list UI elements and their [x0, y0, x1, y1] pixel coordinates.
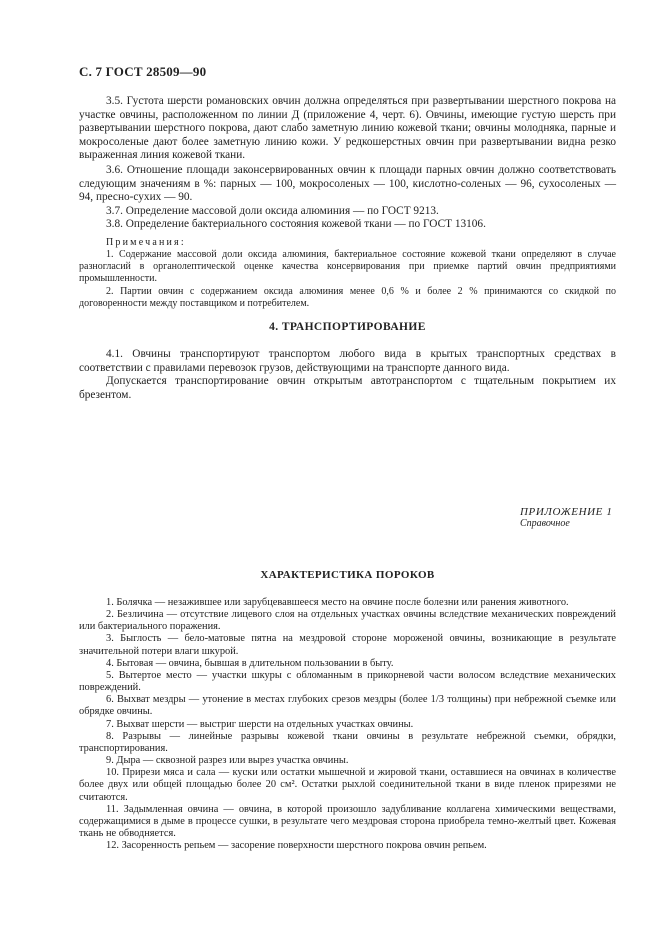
note-1: 1. Содержание массовой доли оксида алюминия, бактериальное состояние кожевой ткани определяют в случае разногласий в органолептической оценке качества консервирования при приемке партий овчин предприятиями промышленности.	[79, 249, 616, 285]
defect-item: 1. Болячка — незажившее или зарубцевавшееся место на овчине после болезни или ранения животного.	[106, 597, 569, 608]
defect-item: 6. Выхват мездры — утонение в местах глубоких срезов мездры (более 1/3 толщины) при небрежной съемке или обрядке овчины.	[79, 694, 616, 718]
defect-item: 8. Разрывы — линейные разрывы кожевой ткани овчины в результате небрежной съемки, обрядки, транспортирования.	[79, 730, 616, 754]
defect-item: 10. Прирези мяса и сала — куски или остатки мышечной и жировой ткани, оставшиеся на овчинах в количестве более двух или общей площадью более 20 см². Остатки рыхлой соединительной ткани в виде пленок прирезями не считаются.	[79, 767, 616, 803]
paragraph-3-8: 3.8. Определение бактериального состояния кожевой ткани — по ГОСТ 13106.	[106, 218, 486, 231]
defect-item: 11. Задымленная овчина — овчина, в которой произошло задубливание коллагена химическими веществами, содержащимися в дыме в процессе сушки, в результате чего мездровая сторона приобрела темно-желтый цвет. Кожевая ткань не обводняется.	[79, 803, 616, 839]
defect-item: 4. Бытовая — овчина, бывшая в длительном пользовании в быту.	[106, 657, 394, 669]
section-4-heading: 4. ТРАНСПОРТИРОВАНИЕ	[269, 321, 426, 333]
defect-item: 3. Быглость — бело-матовые пятна на мездровой стороне мороженой овчины, возникающие в результате значительной потери влаги шкурой.	[79, 633, 616, 657]
page-header: С. 7 ГОСТ 28509—90	[79, 64, 207, 79]
defect-item: 12. Засоренность репьем — засорение поверхности шерстного покрова овчин репьем.	[106, 840, 487, 852]
defect-item: 7. Выхват шерсти — выстриг шерсти на отдельных участках овчины.	[106, 718, 414, 730]
paragraph-3-7: 3.7. Определение массовой доли оксида алюминия — по ГОСТ 9213.	[106, 204, 439, 217]
paragraph-3-6: 3.6. Отношение площади законсервированных овчин к площади парных овчин должно соответствовать следующим значениям в %: парных — 100, мокросоленых — 100, кислотно-соленых — 96, сухосоленых — 94, пресно-сухих — 90.	[79, 163, 616, 204]
paragraph-4-1: 4.1. Овчины транспортируют транспортом любого вида в крытых транспортных средствах в соответствии с правилами перевозок грузов, действующими на транспорте данного вида.	[79, 348, 616, 374]
paragraph-4-note: Допускается транспортирование овчин открытым автотранспортом с тщательным покрытием их брезентом.	[79, 375, 616, 401]
section-3-body	[79, 95, 616, 232]
defect-item: 2. Безличина — отсутствие лицевого слоя на отдельных участках овчины вследствие механических повреждений или бактериального поражения.	[79, 609, 616, 633]
defect-item: 5. Вытертое место — участки шкуры с обломанным в прикорневой части волосом вследствие механических повреждений.	[79, 669, 616, 694]
note-2: 2. Партии овчин с содержанием оксида алюминия менее 0,6 % и более 2 % принимаются со скидкой по договоренности между поставщиком и потребителем.	[79, 285, 616, 309]
defect-item: 9. Дыра — сквозной разрез или вырез участка овчины.	[106, 755, 349, 767]
notes-title: Примечания:	[106, 237, 186, 248]
defects-list	[79, 597, 616, 852]
appendix-subtitle: Справочное	[520, 518, 570, 529]
appendix-title: ПРИЛОЖЕНИЕ 1	[520, 506, 613, 518]
defects-heading: ХАРАКТЕРИСТИКА ПОРОКОВ	[260, 569, 435, 581]
appendix-label	[520, 506, 612, 529]
paragraph-3-5: 3.5. Густота шерсти романовских овчин должна определяться при развертывании шерстного покрова на участке овчины, расположенном по линии Д (приложение 4, черт. 6). Овчины, имеющие густую шерсть при развертывании шерстного покрова, дают слабо заметную линию кожевой ткани; овчины молодняка, парные и мокросоленые дают более заметную линию кожи. У редкошерстных овчин при развертывании видна резко выраженная линия кожевой ткани.	[79, 95, 616, 162]
notes-block	[79, 237, 616, 310]
section-4-body	[79, 348, 616, 402]
